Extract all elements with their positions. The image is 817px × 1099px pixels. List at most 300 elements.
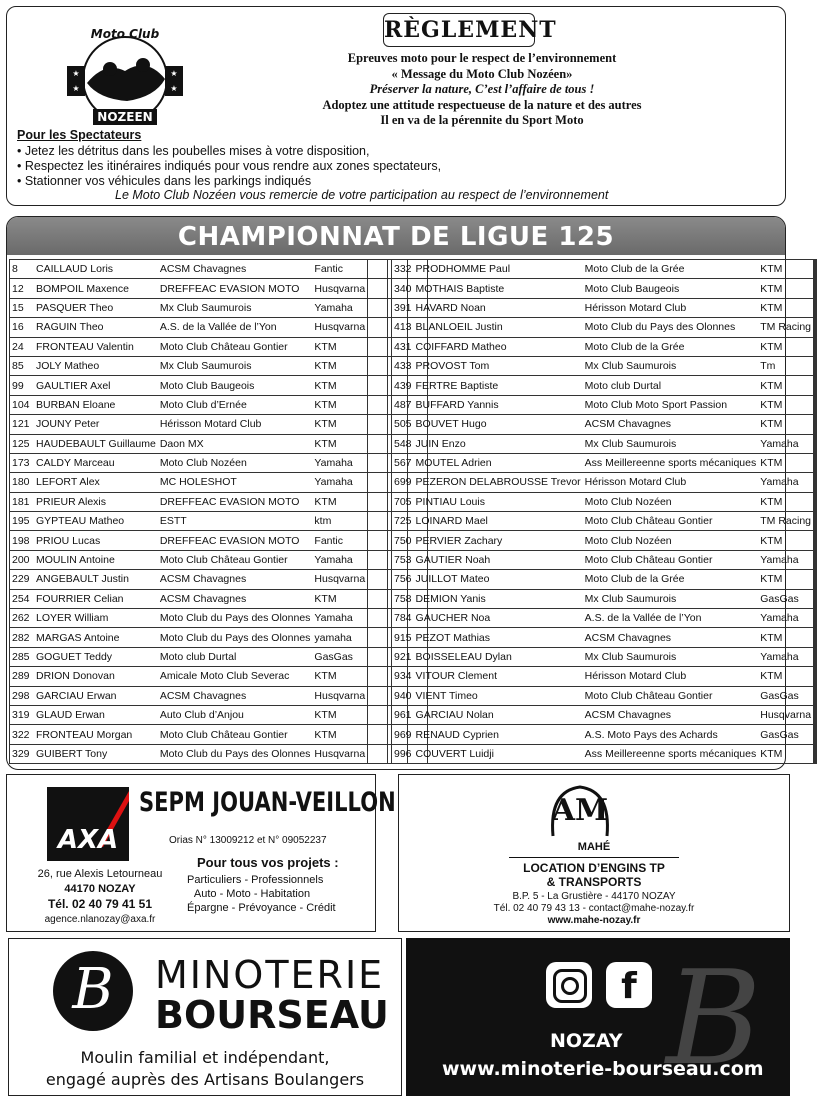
- mahe-name: MAHÉ: [577, 841, 611, 853]
- rider-brand: Yamaha: [312, 609, 367, 628]
- rider-club: Moto Club d’Ernée: [158, 395, 313, 414]
- result-cell: [816, 279, 817, 298]
- rider-name: BLANLOEIL Justin: [414, 318, 583, 337]
- result-cell: [368, 376, 388, 395]
- spectator-rule: • Jetez les détritus dans les poubelles mises à votre disposition,: [17, 144, 370, 158]
- spectators-title: Pour les Spectateurs: [17, 128, 142, 142]
- rider-brand: KTM: [758, 415, 813, 434]
- rider-number: 567: [392, 453, 414, 472]
- result-cell: [368, 434, 388, 453]
- rider-number: 340: [392, 279, 414, 298]
- rider-number: 961: [392, 705, 414, 724]
- result-cell: [368, 667, 388, 686]
- rider-row: [10, 570, 428, 589]
- rider-number: 391: [392, 298, 414, 317]
- rider-club: ACSM Chavagnes: [583, 415, 759, 434]
- rider-name: LOINARD Mael: [414, 512, 583, 531]
- rider-row: [392, 298, 817, 317]
- result-cell: [368, 628, 388, 647]
- rider-brand: KTM: [312, 337, 367, 356]
- rider-club: Moto Club Moto Sport Passion: [583, 395, 759, 414]
- rider-club: Hérisson Motard Club: [583, 667, 759, 686]
- rider-name: PASQUER Theo: [34, 298, 158, 317]
- rider-name: GYPTEAU Matheo: [34, 512, 158, 531]
- rider-number: 969: [392, 725, 414, 744]
- rider-brand: KTM: [758, 376, 813, 395]
- rider-name: JOUNY Peter: [34, 415, 158, 434]
- rider-brand: KTM: [758, 667, 813, 686]
- rider-number: 915: [392, 628, 414, 647]
- result-cell: [816, 395, 817, 414]
- rider-name: MOUTEL Adrien: [414, 453, 583, 472]
- rider-name: FERTRE Baptiste: [414, 376, 583, 395]
- rider-club: ACSM Chavagnes: [158, 686, 313, 705]
- reglement-title: RÈGLEMENT: [383, 13, 535, 47]
- rider-number: 180: [10, 473, 35, 492]
- riders-table-right: [391, 259, 817, 764]
- rider-number: 16: [10, 318, 35, 337]
- rider-name: BURBAN Eloane: [34, 395, 158, 414]
- rider-row: [10, 473, 428, 492]
- rider-name: RENAUD Cyprien: [414, 725, 583, 744]
- result-cell: [368, 260, 388, 279]
- rider-row: [10, 434, 428, 453]
- mahe-contact-line: Tél. 02 40 79 43 13 - contact@mahe-nozay.fr: [493, 903, 695, 914]
- rider-number: 173: [10, 453, 35, 472]
- rider-club: Moto Club Nozéen: [583, 531, 759, 550]
- rider-club: ESTT: [158, 512, 313, 531]
- rider-number: 934: [392, 667, 414, 686]
- reglement-line: « Message du Moto Club Nozéen»: [391, 66, 573, 81]
- rider-brand: GasGas: [312, 647, 367, 666]
- rider-name: FRONTEAU Valentin: [34, 337, 158, 356]
- rider-name: BOISSELEAU Dylan: [414, 647, 583, 666]
- reglement-line: Adoptez une attitude respectueuse de la nature et des autres: [322, 97, 642, 112]
- mahe-logo: [545, 781, 615, 839]
- minoterie-tag1: Moulin familial et indépendant,: [80, 1048, 330, 1067]
- rider-club: Hérisson Motard Club: [158, 415, 313, 434]
- rider-number: 940: [392, 686, 414, 705]
- rider-name: COIFFARD Matheo: [414, 337, 583, 356]
- rider-club: Moto club Durtal: [583, 376, 759, 395]
- rider-number: 329: [10, 744, 35, 763]
- rider-name: GUIBERT Tony: [34, 744, 158, 763]
- rider-brand: TM Racing: [758, 318, 813, 337]
- rider-number: 319: [10, 705, 35, 724]
- rider-row: [392, 395, 817, 414]
- result-cell: [368, 686, 388, 705]
- rider-row: [392, 647, 817, 666]
- rider-club: ACSM Chavagnes: [583, 705, 759, 724]
- rider-name: PINTIAU Louis: [414, 492, 583, 511]
- rider-row: [392, 705, 817, 724]
- axa-tel: Tél. 02 40 79 41 51: [47, 897, 153, 911]
- result-cell: [816, 667, 817, 686]
- rider-number: 322: [10, 725, 35, 744]
- rider-brand: KTM: [758, 279, 813, 298]
- rider-club: ACSM Chavagnes: [583, 628, 759, 647]
- rider-brand: KTM: [758, 453, 813, 472]
- rider-brand: yamaha: [312, 628, 367, 647]
- rider-brand: GasGas: [758, 589, 813, 608]
- svg-text:★: ★: [170, 69, 178, 78]
- rider-number: 15: [10, 298, 35, 317]
- rider-club: Moto Club Château Gontier: [583, 686, 759, 705]
- rider-row: [392, 570, 817, 589]
- rider-name: BOUVET Hugo: [414, 415, 583, 434]
- rider-brand: KTM: [758, 628, 813, 647]
- rider-club: Moto Club du Pays des Olonnes: [158, 628, 313, 647]
- minoterie-city: NOZAY: [550, 1030, 623, 1052]
- result-cell: [816, 725, 817, 744]
- rider-brand: Tm: [758, 356, 813, 375]
- rider-name: BOMPOIL Maxence: [34, 279, 158, 298]
- rider-brand: Yamaha: [758, 434, 813, 453]
- rider-club: Moto Club du Pays des Olonnes: [158, 609, 313, 628]
- logo-bottom-text: NOZEEN: [97, 110, 153, 124]
- rider-number: 725: [392, 512, 414, 531]
- axa-email: agence.nlanozay@axa.fr: [44, 914, 156, 925]
- rider-club: Amicale Moto Club Severac: [158, 667, 313, 686]
- rider-name: JUILLOT Mateo: [414, 570, 583, 589]
- rider-number: 750: [392, 531, 414, 550]
- rider-club: Ass Meillereenne sports mécaniques: [583, 453, 759, 472]
- rider-name: CAILLAUD Loris: [34, 260, 158, 279]
- result-cell: [368, 473, 388, 492]
- rider-row: [392, 667, 817, 686]
- rider-name: PROVOST Tom: [414, 356, 583, 375]
- rider-brand: Yamaha: [312, 473, 367, 492]
- rider-number: 229: [10, 570, 35, 589]
- rider-club: ACSM Chavagnes: [158, 589, 313, 608]
- rider-brand: Yamaha: [758, 609, 813, 628]
- spectator-rule: • Respectez les itinéraires indiqués pour vous rendre aux zones spectateurs,: [17, 159, 442, 173]
- rider-number: 8: [10, 260, 35, 279]
- rider-number: 285: [10, 647, 35, 666]
- rider-brand: KTM: [758, 492, 813, 511]
- result-cell: [816, 589, 817, 608]
- reglement-line: Epreuves moto pour le respect de l’environnement: [347, 51, 617, 65]
- result-cell: [368, 570, 388, 589]
- rider-number: 784: [392, 609, 414, 628]
- rider-name: BUFFARD Yannis: [414, 395, 583, 414]
- riders-table-left: [9, 259, 428, 764]
- mahe-ad: [398, 774, 790, 932]
- rider-row: [392, 550, 817, 569]
- rider-club: Moto Club de la Grée: [583, 337, 759, 356]
- rider-number: 24: [10, 337, 35, 356]
- result-cell: [368, 609, 388, 628]
- result-cell: [368, 705, 388, 724]
- result-cell: [816, 298, 817, 317]
- result-cell: [816, 356, 817, 375]
- rider-row: [10, 725, 428, 744]
- rider-row: [10, 279, 428, 298]
- result-cell: [368, 589, 388, 608]
- rider-club: A.S. de la Vallée de l’Yon: [158, 318, 313, 337]
- rider-number: 121: [10, 415, 35, 434]
- result-cell: [368, 512, 388, 531]
- minoterie-web[interactable]: www.minoterie-bourseau.com: [442, 1058, 764, 1080]
- rider-number: 431: [392, 337, 414, 356]
- logo-top-text: Moto Club: [90, 27, 160, 41]
- rider-row: [392, 609, 817, 628]
- mahe-line2: & TRANSPORTS: [546, 875, 642, 889]
- axa-agency-name: SEPM JOUAN-VEILLON: [139, 787, 396, 818]
- mahe-line1: LOCATION D’ENGINS TP: [523, 861, 665, 875]
- rider-brand: Fantic: [312, 531, 367, 550]
- result-cell: [816, 492, 817, 511]
- rider-name: PEZOT Mathias: [414, 628, 583, 647]
- svg-text:★: ★: [72, 69, 80, 78]
- rider-name: PRIOU Lucas: [34, 531, 158, 550]
- rider-number: 705: [392, 492, 414, 511]
- rider-row: [392, 337, 817, 356]
- svg-text:★: ★: [72, 84, 80, 93]
- rider-brand: KTM: [312, 589, 367, 608]
- result-cell: [816, 744, 817, 763]
- rider-brand: KTM: [312, 492, 367, 511]
- result-cell: [816, 260, 817, 279]
- rider-number: 699: [392, 473, 414, 492]
- rider-row: [392, 725, 817, 744]
- mahe-activity: [399, 861, 789, 889]
- rider-name: GAUCHER Noa: [414, 609, 583, 628]
- facebook-icon[interactable]: f: [606, 962, 652, 1008]
- result-cell: [368, 356, 388, 375]
- championship-panel: [6, 216, 812, 770]
- result-cell: [368, 415, 388, 434]
- axa-address1: 26, rue Alexis Letourneau: [37, 868, 163, 880]
- rider-brand: KTM: [312, 725, 367, 744]
- result-cell: [816, 570, 817, 589]
- axa-projects: [187, 873, 336, 915]
- rider-row: [392, 453, 817, 472]
- rider-club: Daon MX: [158, 434, 313, 453]
- rider-row: [392, 376, 817, 395]
- rider-club: DREFFEAC EVASION MOTO: [158, 279, 313, 298]
- minoterie-watermark-b: B: [666, 942, 762, 1094]
- rider-brand: Yamaha: [758, 473, 813, 492]
- reglement-message: [247, 51, 717, 129]
- instagram-icon[interactable]: [546, 962, 592, 1008]
- rider-name: HAUDEBAULT Guillaume: [34, 434, 158, 453]
- rider-club: Mx Club Saumurois: [583, 434, 759, 453]
- result-cell: [816, 415, 817, 434]
- rider-name: CALDY Marceau: [34, 453, 158, 472]
- rider-club: Moto Club Château Gontier: [583, 512, 759, 531]
- axa-projects-title: Pour tous vos projets :: [197, 855, 339, 870]
- mahe-address: B.P. 5 - La Grustière - 44170 NOZAY: [512, 891, 676, 902]
- rider-row: [10, 589, 428, 608]
- rider-row: [10, 492, 428, 511]
- rider-row: [392, 492, 817, 511]
- rider-number: 125: [10, 434, 35, 453]
- mahe-contact: [399, 891, 789, 927]
- rider-brand: KTM: [758, 298, 813, 317]
- rider-club: Moto Club Nozéen: [158, 453, 313, 472]
- axa-orias: Orias N° 13009212 et N° 09052237: [169, 835, 327, 846]
- rider-name: ANGEBAULT Justin: [34, 570, 158, 589]
- championship-title: CHAMPIONNAT DE LIGUE 125: [7, 217, 785, 255]
- rider-number: 12: [10, 279, 35, 298]
- rider-club: Mx Club Saumurois: [158, 356, 313, 375]
- result-cell: [368, 298, 388, 317]
- rider-name: GAULTIER Axel: [34, 376, 158, 395]
- minoterie-b-logo: B: [53, 951, 133, 1031]
- rider-row: [392, 512, 817, 531]
- result-cell: [816, 550, 817, 569]
- rider-club: Moto Club Château Gontier: [583, 550, 759, 569]
- result-cell: [816, 686, 817, 705]
- rider-row: [392, 531, 817, 550]
- rider-number: 433: [392, 356, 414, 375]
- svg-text:★: ★: [170, 84, 178, 93]
- rider-club: Moto Club Château Gontier: [158, 550, 313, 569]
- rider-number: 298: [10, 686, 35, 705]
- rider-number: 332: [392, 260, 414, 279]
- rider-brand: GasGas: [758, 725, 813, 744]
- rider-brand: Yamaha: [312, 550, 367, 569]
- rider-row: [392, 744, 817, 763]
- rider-number: 487: [392, 395, 414, 414]
- rider-brand: KTM: [312, 415, 367, 434]
- rider-row: [392, 686, 817, 705]
- result-cell: [816, 318, 817, 337]
- rider-row: [10, 415, 428, 434]
- rider-number: 181: [10, 492, 35, 511]
- rider-name: FOURRIER Celian: [34, 589, 158, 608]
- rider-brand: KTM: [312, 376, 367, 395]
- rider-name: PRIEUR Alexis: [34, 492, 158, 511]
- rider-number: 200: [10, 550, 35, 569]
- rider-brand: KTM: [312, 395, 367, 414]
- rider-brand: KTM: [758, 531, 813, 550]
- result-cell: [368, 279, 388, 298]
- reglement-line: Préserver la nature, C’est l’affaire de tous !: [369, 82, 595, 96]
- rider-row: [10, 512, 428, 531]
- rider-row: [392, 260, 817, 279]
- rider-number: 262: [10, 609, 35, 628]
- rider-club: Auto Club d’Anjou: [158, 705, 313, 724]
- rider-brand: Fantic: [312, 260, 367, 279]
- rider-row: [10, 260, 428, 279]
- rider-name: MOTHAIS Baptiste: [414, 279, 583, 298]
- mahe-web: www.mahe-nozay.fr: [547, 915, 641, 926]
- rider-row: [10, 705, 428, 724]
- rider-club: Mx Club Saumurois: [583, 356, 759, 375]
- rider-row: [392, 415, 817, 434]
- result-cell: [368, 492, 388, 511]
- rider-club: Moto Club Baugeois: [158, 376, 313, 395]
- rider-row: [10, 647, 428, 666]
- reglement-panel: [6, 6, 786, 206]
- rider-name: FRONTEAU Morgan: [34, 725, 158, 744]
- minoterie-tag2: engagé auprès des Artisans Boulangers: [45, 1070, 365, 1089]
- rider-club: Moto Club Château Gontier: [158, 725, 313, 744]
- rider-brand: KTM: [312, 705, 367, 724]
- rider-club: DREFFEAC EVASION MOTO: [158, 492, 313, 511]
- rider-club: A.S. Moto Pays des Achards: [583, 725, 759, 744]
- minoterie-ad: [8, 938, 402, 1096]
- rider-number: 756: [392, 570, 414, 589]
- minoterie-name2: BOURSEAU: [155, 993, 389, 1037]
- rider-name: LOYER William: [34, 609, 158, 628]
- rider-club: Moto Club de la Grée: [583, 260, 759, 279]
- minoterie-social-panel: [406, 938, 790, 1096]
- rider-row: [10, 609, 428, 628]
- rider-brand: Husqvarna: [312, 570, 367, 589]
- axa-address2: 44170 NOZAY: [64, 883, 136, 895]
- rider-name: PRODHOMME Paul: [414, 260, 583, 279]
- result-cell: [368, 725, 388, 744]
- result-cell: [368, 647, 388, 666]
- rider-brand: ktm: [312, 512, 367, 531]
- rider-row: [392, 628, 817, 647]
- rider-row: [10, 356, 428, 375]
- rider-name: VITOUR Clement: [414, 667, 583, 686]
- axa-project-line: Particuliers - Professionnels: [187, 874, 324, 886]
- rider-club: Ass Meillereenne sports mécaniques: [583, 744, 759, 763]
- result-cell: [816, 473, 817, 492]
- rider-number: 439: [392, 376, 414, 395]
- rider-name: DEMION Yanis: [414, 589, 583, 608]
- rider-row: [392, 279, 817, 298]
- result-cell: [816, 337, 817, 356]
- rider-number: 198: [10, 531, 35, 550]
- result-cell: [368, 531, 388, 550]
- rider-brand: KTM: [758, 744, 813, 763]
- rider-number: 753: [392, 550, 414, 569]
- rider-club: Moto Club Nozéen: [583, 492, 759, 511]
- rider-club: Mx Club Saumurois: [583, 647, 759, 666]
- result-cell: [816, 512, 817, 531]
- axa-logo-text: AXA: [57, 825, 119, 855]
- rider-name: GARCIAU Nolan: [414, 705, 583, 724]
- minoterie-name1: MINOTERIE: [155, 953, 385, 997]
- minoterie-tagline: [9, 1047, 401, 1091]
- rider-row: [10, 298, 428, 317]
- rider-brand: KTM: [312, 434, 367, 453]
- rider-name: JUIN Enzo: [414, 434, 583, 453]
- rider-club: DREFFEAC EVASION MOTO: [158, 531, 313, 550]
- rider-name: DRION Donovan: [34, 667, 158, 686]
- rider-number: 195: [10, 512, 35, 531]
- rider-row: [392, 473, 817, 492]
- rider-club: Hérisson Motard Club: [583, 298, 759, 317]
- spectators-list: [17, 144, 441, 189]
- reglement-line: Il en va de la pérennite du Sport Moto: [380, 113, 584, 127]
- rider-brand: KTM: [312, 667, 367, 686]
- rider-brand: KTM: [312, 356, 367, 375]
- rider-number: 104: [10, 395, 35, 414]
- rider-brand: Yamaha: [312, 453, 367, 472]
- rider-name: GARCIAU Erwan: [34, 686, 158, 705]
- rider-row: [10, 686, 428, 705]
- axa-ad: [6, 774, 396, 932]
- rider-row: [10, 453, 428, 472]
- result-cell: [816, 531, 817, 550]
- moto-club-nozeen-logo: [55, 21, 195, 129]
- rider-number: 282: [10, 628, 35, 647]
- rider-brand: KTM: [758, 260, 813, 279]
- rider-brand: Husqvarna: [312, 686, 367, 705]
- rider-club: Moto Club Baugeois: [583, 279, 759, 298]
- rider-brand: Yamaha: [758, 550, 813, 569]
- result-cell: [816, 628, 817, 647]
- rider-brand: KTM: [758, 337, 813, 356]
- rider-name: MOULIN Antoine: [34, 550, 158, 569]
